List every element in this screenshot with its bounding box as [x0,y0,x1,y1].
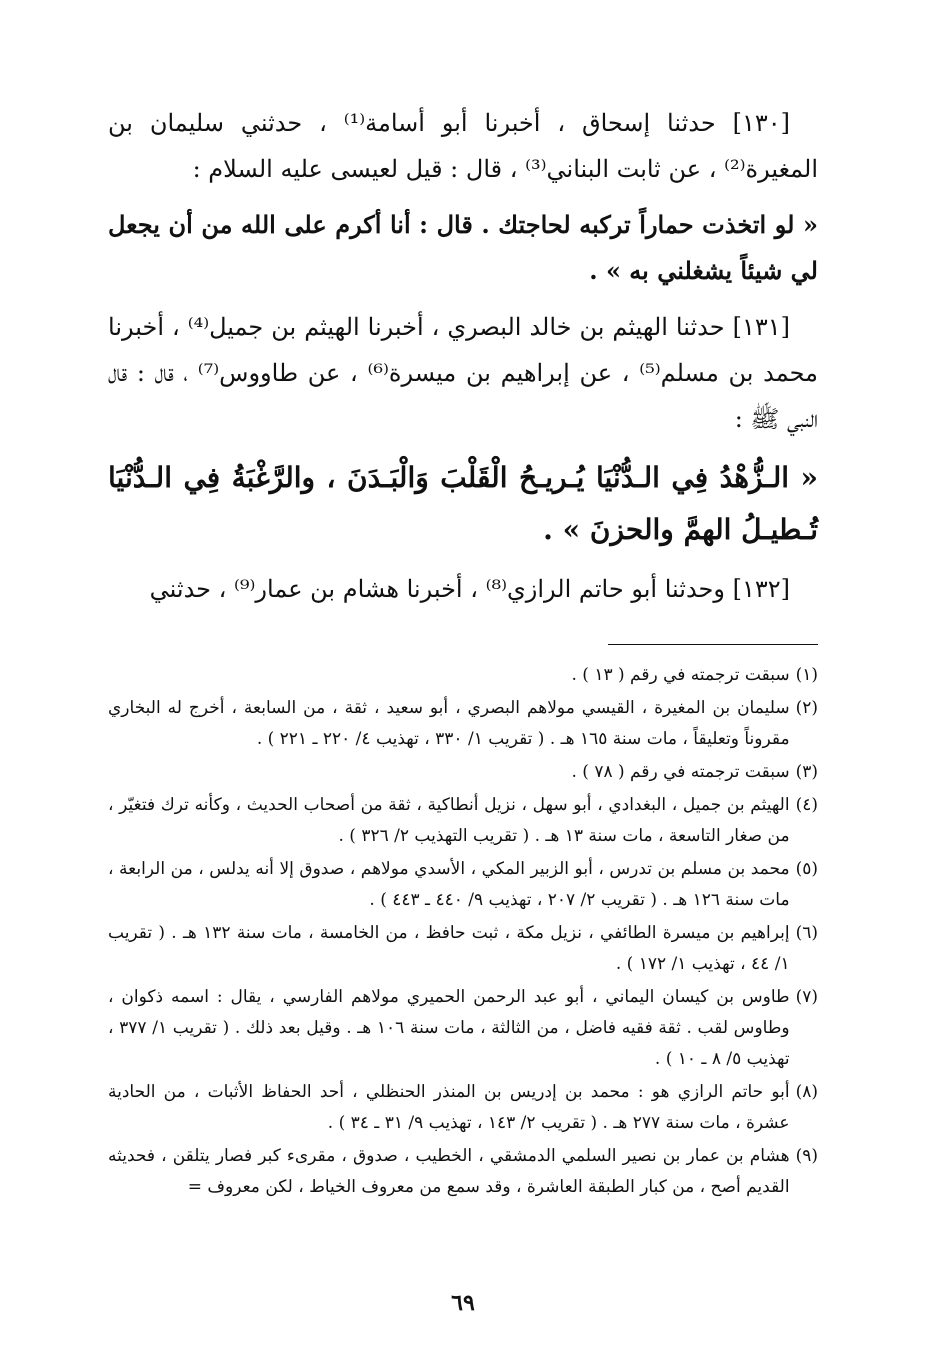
footnote [108,693,818,755]
footnote-text: إبراهيم بن ميسرة الطائفي ، نزيل مكة ، ثبت حافظ ، من الخامسة ، مات سنة ١٣٢ هـ . ( تقريب ١/ ٤٤ ، تهذيب ١/ ١٧٢ ) . [108,923,790,974]
footnote-text: سبقت ترجمته في رقم ( ١٣ ) . [571,665,790,685]
report-130: [١٣٠] حدثنا إسحاق ، أخبرنا أبو أسامة⁽¹⁾ ، حدثني سليمان بن المغيرة⁽²⁾ ، عن ثابت البناني⁽³⁾ ، قال : قيل لعيسى عليه السلام : [108,109,818,183]
footnote-number: (٤) [795,795,818,815]
footnote-text: سبقت ترجمته في رقم ( ٧٨ ) . [571,762,790,782]
footnote [108,757,818,788]
footnote-separator [608,644,818,645]
footnote-text: هشام بن عمار بن نصير السلمي الدمشقي ، الخطيب ، صدوق ، مقرىء كبر فصار يتلقن ، فحديثه القديم أصح ، من كبار الطبقة العاشرة ، وقد سمع من معروف الخياط ، لكن معروف = [108,1146,790,1197]
footnote-text: أبو حاتم الرازي هو : محمد بن إدريس بن المنذر الحنظلي ، أحد الحفاظ الأثبات ، من الحادية عشرة ، مات سنة ٢٧٧ هـ . ( تقريب ٢/ ١٤٣ ، تهذيب ٩/ ٣١ ـ ٣٤ ) . [108,1082,790,1133]
footnote-text: الهيثم بن جميل ، البغدادي ، أبو سهل ، نزيل أنطاكية ، ثقة من أصحاب الحديث ، وكأنه ترك فتغيّر ، من صغار التاسعة ، مات سنة ١٣ هـ . ( تقريب التهذيب ٢/ ٣٢٦ ) . [108,795,790,846]
main-text [108,100,818,622]
footnote [108,918,818,980]
footnote-number: (٢) [795,698,818,718]
footnote [108,790,818,852]
footnote [108,854,818,916]
report-130-saying: « لو اتخذت حماراً تركبه لحاجتك . قال : أنا أكرم على الله من أن يجعل لي شيئاً يشغلني به » . [108,210,818,285]
footnote-number: (٣) [795,762,818,782]
footnotes [108,660,818,1205]
footnote-text: محمد بن مسلم بن تدرس ، أبو الزبير المكي ، الأسدي مولاهم ، صدوق إلا أنه يدلس ، من الرابعة ، مات سنة ١٢٦ هـ . ( تقريب ٢/ ٢٠٧ ، تهذيب ٩/ ٤٤٠ ـ ٤٤٣ ) . [108,859,790,910]
footnote-number: (٨) [795,1082,818,1102]
footnote-number: (٧) [795,987,818,1007]
report-132: [١٣٢] وحدثنا أبو حاتم الرازي⁽⁸⁾ ، أخبرنا هشام بن عمار⁽⁹⁾ ، حدثني [149,575,790,603]
footnote-number: (١) [795,665,818,685]
page-number: ٦٩ [451,1290,475,1316]
footnote [108,660,818,691]
footnote-number: (٩) [795,1146,818,1166]
report-131-hadith: « الـزُّهْدُ فِي الـدُّنْيَا يُـريـحُ الْقَلْبَ وَالْبَـدَنَ ، والرَّغْبَةُ فِي الـدُّنْيَا تُـطيـلُ الهمَّ والحزنَ » . [108,461,818,546]
footnote-text: طاوس بن كيسان اليماني ، أبو عبد الرحمن الحميري مولاهم الفارسي ، يقال : اسمه ذكوان ، وطاوس لقب . ثقة فقيه فاضل ، من الثالثة ، مات سنة ١٠٦ هـ . وقيل بعد ذلك . ( تقريب ١/ ٣٧٧ ، تهذيب ٥/ ٨ ـ ١٠ ) . [108,987,790,1069]
footnote [108,982,818,1075]
footnote-number: (٦) [795,923,818,943]
footnote-number: (٥) [795,859,818,879]
footnote [108,1141,818,1203]
footnote-text: سليمان بن المغيرة ، القيسي مولاهم البصري ، أبو سعيد ، ثقة ، من السابعة ، أخرج له البخاري مقروناً وتعليقاً ، مات سنة ١٦٥ هـ . ( تقريب ١/ ٣٣٠ ، تهذيب ٤/ ٢٢٠ ـ ٢٢١ ) . [108,698,790,749]
report-131: [١٣١] حدثنا الهيثم بن خالد البصري ، أخبرنا الهيثم بن جميل⁽⁴⁾ ، أخبرنا محمد بن مسلم⁽⁵⁾ ، عن إبراهيم بن ميسرة⁽⁶⁾ ، عن طاووس⁽⁷⁾ ، قال : قال النبي ﷺ : [108,313,818,433]
footnote [108,1077,818,1139]
